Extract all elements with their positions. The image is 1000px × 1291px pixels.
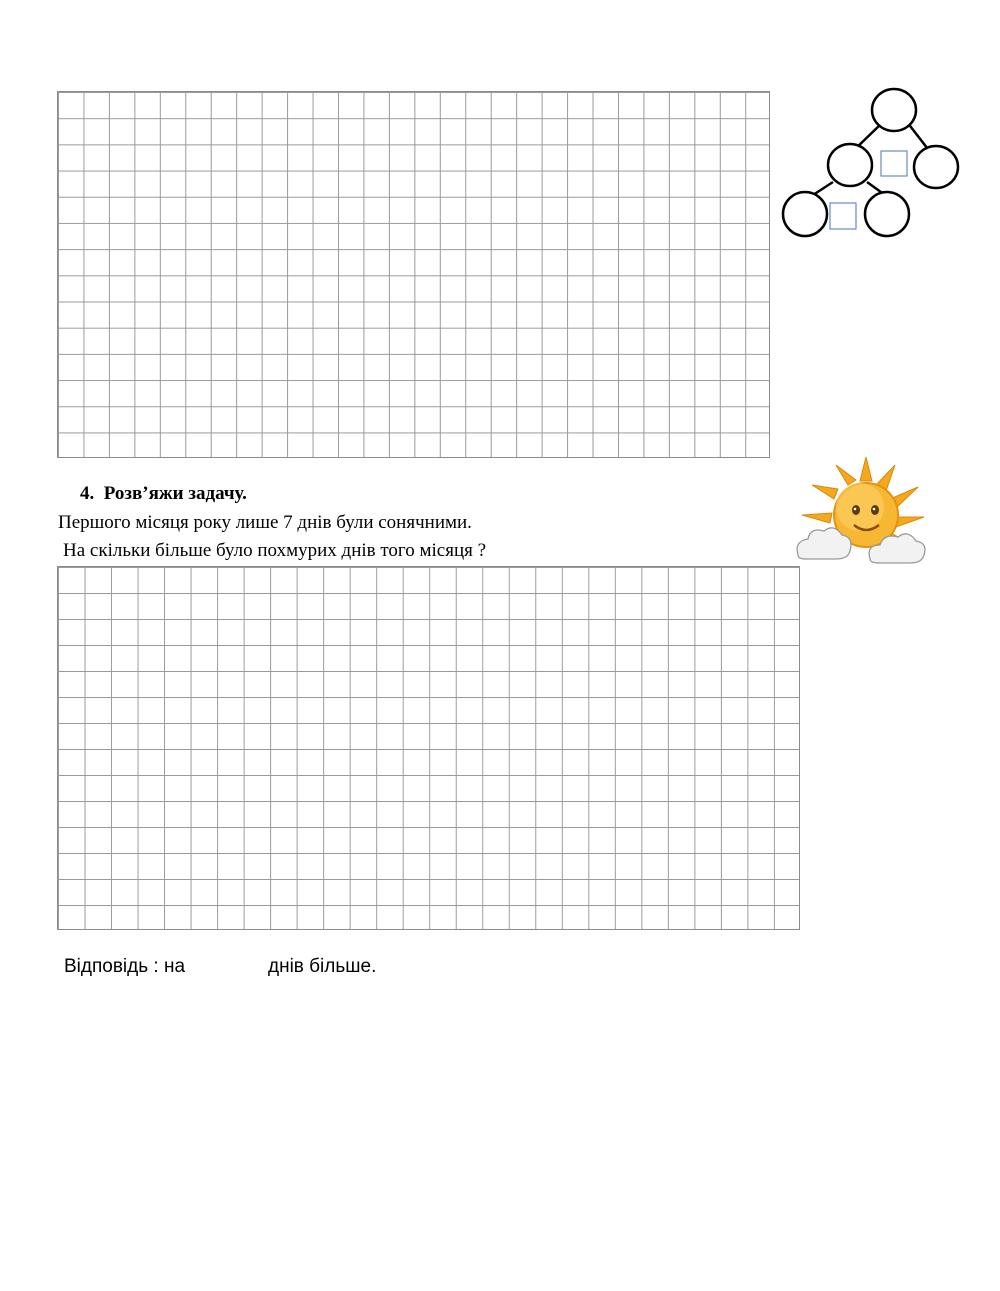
answer-suffix: днів більше.	[268, 956, 377, 977]
number-tree-diagram-icon	[775, 85, 990, 245]
task-heading	[80, 483, 247, 505]
task-title: Розв’яжи задачу.	[103, 483, 247, 504]
squared-grid-top[interactable]	[57, 91, 770, 458]
task-text-line-2: На скільки більше було похмурих днів того місяця ?	[63, 540, 487, 561]
squared-grid-solution[interactable]	[57, 566, 800, 930]
task-number: 4.	[80, 483, 95, 504]
task-text-line-1: Першого місяця року лише 7 днів були сонячними.	[58, 512, 472, 533]
smiling-sun-with-clouds-icon	[790, 455, 935, 575]
answer-prefix: Відповідь : на	[64, 956, 186, 977]
